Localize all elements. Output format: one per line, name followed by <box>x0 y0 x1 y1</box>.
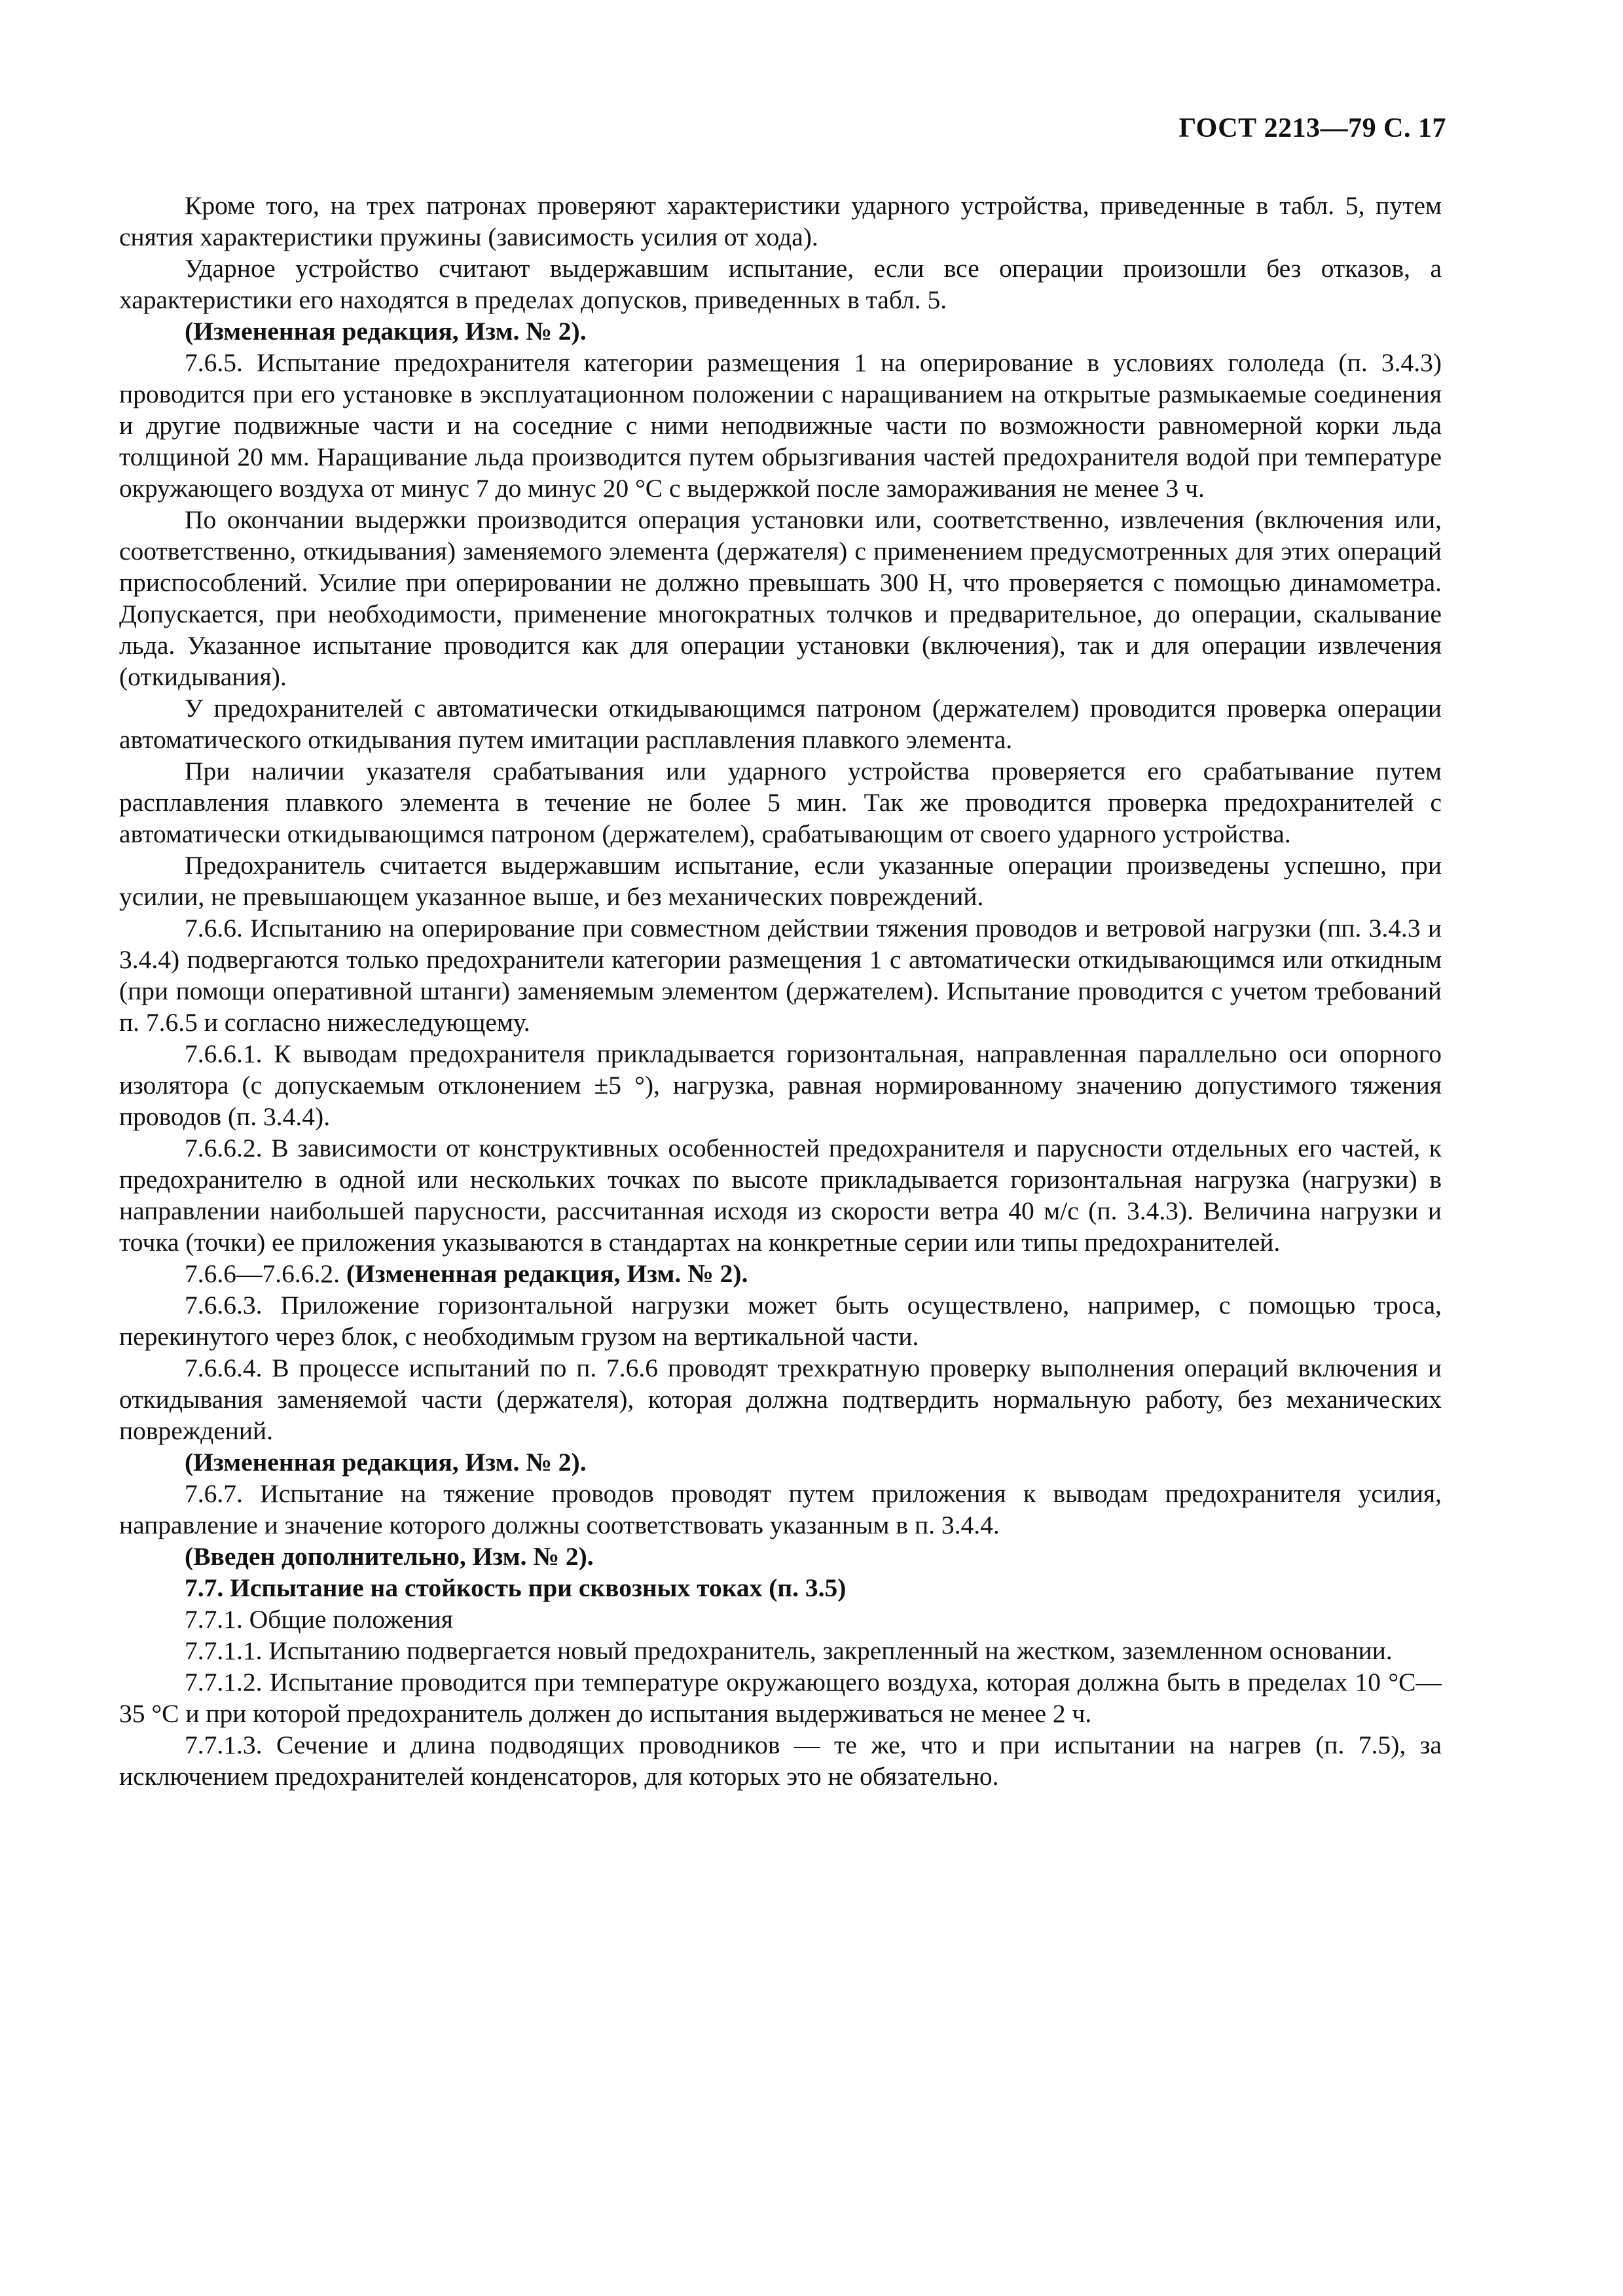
amendment-note: (Измененная редакция, Изм. № 2). <box>346 1259 748 1288</box>
document-body <box>119 190 1442 1792</box>
paragraph <box>119 1258 1442 1289</box>
paragraph: При наличии указателя срабатывания или ударного устройства проверяется его срабатывание путем расплавления плавкого элемента в течение не более 5 мин. Так же проводится проверка предохранителей с автоматически откидывающимся патроном (держателем), срабатывающим от своего ударного устройства. <box>119 757 1442 848</box>
paragraph: Предохранитель считается выдержавшим испытание, если указанные операции произведены успешно, при усилии, не превышающем указанное выше, и без механических повреждений. <box>119 851 1442 911</box>
paragraph-lead: 7.6.6—7.6.6.2. <box>185 1259 346 1288</box>
paragraph: 7.6.5. Испытание предохранителя категории размещения 1 на оперирование в условиях гололеда (п. 3.4.3) проводится при его установке в эксплуатационном положении с наращиванием на открытые размыкаемые соединения и другие подвижные части и на соседние с ними неподвижные части по возможности равномерной корки льда толщиной 20 мм. Наращивание льда производится путем обрызгивания частей предохранителя водой при температуре окружающего воздуха от минус 7 до минус 20 °С с выдержкой после замораживания не менее 3 ч. <box>119 348 1442 503</box>
paragraph: 7.6.6.1. К выводам предохранителя прикладывается горизонтальная, направленная параллельно оси опорного изолятора (с допускаемым отклонением ±5 °), нагрузка, равная нормированному значению допустимого тяжения проводов (п. 3.4.4). <box>119 1039 1442 1131</box>
amendment-note: (Измененная редакция, Изм. № 2). <box>185 1448 587 1477</box>
paragraph: 7.6.6. Испытанию на оперирование при совместном действии тяжения проводов и ветровой нагрузки (пп. 3.4.3 и 3.4.4) подвергаются только предохранители категории размещения 1 с автоматически откидывающимся или откидным (при помощи оперативной штанги) заменяемым элементом (держателем). Испытание проводится с учетом требований п. 7.6.5 и согласно нижеследующему. <box>119 914 1442 1037</box>
paragraph: 7.6.7. Испытание на тяжение проводов проводят путем приложения к выводам предохранителя усилия, направление и значение которого должны соответствовать указанным в п. 3.4.4. <box>119 1479 1442 1539</box>
amendment-note: 7.7. Испытание на стойкость при сквозных токах (п. 3.5) <box>185 1573 847 1602</box>
paragraph: Кроме того, на трех патронах проверяют характеристики ударного устройства, приведенные в табл. 5, путем снятия характеристики пружины (зависимость усилия от хода). <box>119 191 1442 251</box>
paragraph: Ударное устройство считают выдержавшим испытание, если все операции произошли без отказов, а характеристики его находятся в пределах допусков, приведенных в табл. 5. <box>119 254 1442 314</box>
paragraph: 7.7.1.3. Сечение и длина подводящих проводников — те же, что и при испытании на нагрев (п. 7.5), за исключением предохранителей конденсаторов, для которых это не обязательно. <box>119 1731 1442 1791</box>
paragraph: По окончании выдержки производится операция установки или, соответственно, извлечения (включения или, соответственно, откидывания) заменяемого элемента (держателя) с применением предусмотренных для этих операций приспособлений. Усилие при оперировании не должно превышать 300 Н, что проверяется с помощью динамометра. Допускается, при необходимости, применение многократных толчков и предварительное, до операции, скалывание льда. Указанное испытание проводится как для операции установки (включения), так и для операции извлечения (откидывания). <box>119 505 1442 691</box>
paragraph: У предохранителей с автоматически откидывающимся патроном (держателем) проводится проверка операции автоматического откидывания путем имитации расплавления плавкого элемента. <box>119 694 1442 754</box>
paragraph: 7.7.1.1. Испытанию подвергается новый предохранитель, закрепленный на жестком, заземленном основании. <box>185 1636 1393 1665</box>
page-header: ГОСТ 2213—79 С. 17 <box>1178 113 1446 143</box>
paragraph: 7.6.6.2. В зависимости от конструктивных особенностей предохранителя и парусности отдельных его частей, к предохранителю в одной или нескольких точках по высоте прикладывается горизонтальная нагрузка (нагрузки) в направлении наибольшей парусности, рассчитанная исходя из скорости ветра 40 м/с (п. 3.4.3). Величина нагрузки и точка (точки) ее приложения указываются в стандартах на конкретные серии или типы предохранителей. <box>119 1134 1442 1257</box>
amendment-note: (Измененная редакция, Изм. № 2). <box>185 317 587 346</box>
paragraph: 7.6.6.4. В процессе испытаний по п. 7.6.6 проводят трехкратную проверку выполнения операций включения и откидывания заменяемой части (держателя), которая должна подтвердить нормальную работу, без механических повреждений. <box>119 1354 1442 1445</box>
paragraph: 7.6.6.3. Приложение горизонтальной нагрузки может быть осуществлено, например, с помощью троса, перекинутого через блок, с необходимым грузом на вертикальной части. <box>119 1291 1442 1351</box>
paragraph: 7.7.1. Общие положения <box>185 1605 453 1634</box>
amendment-note: (Введен дополнительно, Изм. № 2). <box>185 1542 594 1571</box>
paragraph: 7.7.1.2. Испытание проводится при температуре окружающего воздуха, которая должна быть в пределах 10 °С—35 °С и при которой предохранитель должен до испытания выдерживаться не менее 2 ч. <box>119 1668 1442 1728</box>
